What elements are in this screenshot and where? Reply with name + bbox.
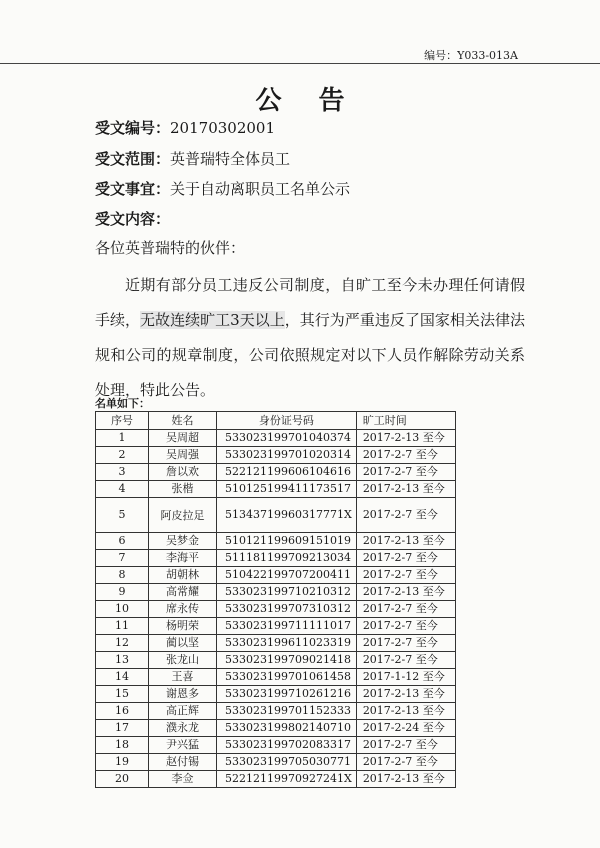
row-name: 谢恩多 xyxy=(149,686,217,703)
notice-paragraph xyxy=(95,268,525,408)
row-id-number: 533023199611023319 xyxy=(217,635,357,652)
table-row xyxy=(96,771,456,788)
row-number: 10 xyxy=(96,601,149,618)
row-name: 李海平 xyxy=(149,550,217,567)
table-row xyxy=(96,584,456,601)
row-number: 16 xyxy=(96,703,149,720)
row-name: 张龙山 xyxy=(149,652,217,669)
table-row xyxy=(96,464,456,481)
row-name: 濮永龙 xyxy=(149,720,217,737)
row-name: 赵付锡 xyxy=(149,754,217,771)
row-absence-date: 2017-2-7 至今 xyxy=(356,652,455,669)
row-number: 7 xyxy=(96,550,149,567)
header-rule xyxy=(0,63,600,64)
paragraph-part-1: 近期有部分员工违反公司制度，自旷工至今未办理任何请假手续， xyxy=(95,276,525,329)
row-absence-date: 2017-2-13 至今 xyxy=(356,771,455,788)
table-row xyxy=(96,737,456,754)
content-label: 受文内容： xyxy=(95,210,171,228)
row-number: 12 xyxy=(96,635,149,652)
row-number: 14 xyxy=(96,669,149,686)
subject-value: 关于自动离职员工名单公示 xyxy=(170,180,351,198)
row-number: 3 xyxy=(96,464,149,481)
employee-table xyxy=(95,411,456,788)
row-name: 吴梦金 xyxy=(149,533,217,550)
table-row xyxy=(96,703,456,720)
row-absence-date: 2017-2-7 至今 xyxy=(356,498,455,533)
row-absence-date: 2017-2-13 至今 xyxy=(356,703,455,720)
receipt-number-value: 20170302001 xyxy=(170,119,275,137)
row-id-number: 533023199702083317 xyxy=(217,737,357,754)
header-name: 姓名 xyxy=(149,412,217,430)
list-label: 名单如下： xyxy=(95,397,150,410)
table-row xyxy=(96,533,456,550)
table-row xyxy=(96,754,456,771)
receipt-number-field xyxy=(95,117,275,138)
row-name: 尹兴猛 xyxy=(149,737,217,754)
header-no: 序号 xyxy=(96,412,149,430)
row-id-number: 533023199701040374 xyxy=(217,430,357,447)
row-name: 高常耀 xyxy=(149,584,217,601)
table-row xyxy=(96,430,456,447)
row-id-number: 533023199701152333 xyxy=(217,703,357,720)
row-absence-date: 2017-2-13 至今 xyxy=(356,481,455,498)
header-id: 身份证号码 xyxy=(217,412,357,430)
scope-label: 受文范围： xyxy=(95,150,171,168)
row-id-number: 533023199707310312 xyxy=(217,601,357,618)
row-absence-date: 2017-2-13 至今 xyxy=(356,533,455,550)
table-row xyxy=(96,669,456,686)
row-number: 11 xyxy=(96,618,149,635)
row-id-number: 522121199606104616 xyxy=(217,464,357,481)
scope-field xyxy=(95,148,290,169)
notice-title: 公 告 xyxy=(255,86,359,116)
table-header-row xyxy=(96,412,456,430)
table-row xyxy=(96,635,456,652)
row-number: 20 xyxy=(96,771,149,788)
row-number: 15 xyxy=(96,686,149,703)
row-absence-date: 2017-2-7 至今 xyxy=(356,464,455,481)
row-name: 蔺以坚 xyxy=(149,635,217,652)
subject-label: 受文事宜： xyxy=(95,180,171,198)
row-name: 阿皮拉足 xyxy=(149,498,217,533)
row-name: 高正辉 xyxy=(149,703,217,720)
row-name: 吴周强 xyxy=(149,447,217,464)
row-id-number: 533023199701020314 xyxy=(217,447,357,464)
row-name: 张楷 xyxy=(149,481,217,498)
row-name: 李佥 xyxy=(149,771,217,788)
row-name: 席永传 xyxy=(149,601,217,618)
row-absence-date: 2017-2-13 至今 xyxy=(356,584,455,601)
row-absence-date: 2017-2-13 至今 xyxy=(356,430,455,447)
row-name: 杨明荣 xyxy=(149,618,217,635)
row-number: 18 xyxy=(96,737,149,754)
row-id-number: 510121199609151019 xyxy=(217,533,357,550)
receipt-number-label: 受文编号： xyxy=(95,119,171,137)
row-id-number: 510422199707200411 xyxy=(217,567,357,584)
scope-value: 英普瑞特全体员工 xyxy=(170,150,291,168)
row-number: 17 xyxy=(96,720,149,737)
paragraph-part-2: ，其行为严重违反了国家相关法律法规和公司的规章制度，公司依照规定对以下人员作解除劳动关系处理，特此公告。 xyxy=(95,311,525,399)
row-absence-date: 2017-2-7 至今 xyxy=(356,550,455,567)
table-row xyxy=(96,601,456,618)
row-absence-date: 2017-2-7 至今 xyxy=(356,601,455,618)
table-row xyxy=(96,447,456,464)
table-row xyxy=(96,550,456,567)
row-name: 王喜 xyxy=(149,669,217,686)
row-id-number: 533023199710261216 xyxy=(217,686,357,703)
table-row xyxy=(96,652,456,669)
row-id-number: 511181199709213034 xyxy=(217,550,357,567)
table-row xyxy=(96,618,456,635)
row-absence-date: 2017-2-7 至今 xyxy=(356,754,455,771)
paragraph-highlight: 无故连续旷工3天以上 xyxy=(140,311,285,329)
row-absence-date: 2017-2-7 至今 xyxy=(356,447,455,464)
header-date: 旷工时间 xyxy=(356,412,455,430)
row-name: 吴周超 xyxy=(149,430,217,447)
row-number: 19 xyxy=(96,754,149,771)
subject-field xyxy=(95,178,350,199)
row-name: 胡朝林 xyxy=(149,567,217,584)
row-number: 2 xyxy=(96,447,149,464)
document-number: 编号：Y033-013A xyxy=(424,49,518,62)
row-id-number: 533023199709021418 xyxy=(217,652,357,669)
row-absence-date: 2017-2-7 至今 xyxy=(356,635,455,652)
row-id-number: 510125199411173517 xyxy=(217,481,357,498)
row-number: 1 xyxy=(96,430,149,447)
row-absence-date: 2017-2-7 至今 xyxy=(356,567,455,584)
row-absence-date: 2017-2-7 至今 xyxy=(356,618,455,635)
row-id-number: 533023199701061458 xyxy=(217,669,357,686)
row-id-number: 533023199711111017 xyxy=(217,618,357,635)
row-id-number: 533023199705030771 xyxy=(217,754,357,771)
row-number: 6 xyxy=(96,533,149,550)
row-number: 8 xyxy=(96,567,149,584)
table-row xyxy=(96,498,456,533)
row-name: 詹以欢 xyxy=(149,464,217,481)
row-absence-date: 2017-2-7 至今 xyxy=(356,737,455,754)
row-absence-date: 2017-2-24 至今 xyxy=(356,720,455,737)
row-number: 13 xyxy=(96,652,149,669)
table-row xyxy=(96,481,456,498)
row-id-number: 533023199710210312 xyxy=(217,584,357,601)
row-absence-date: 2017-1-12 至今 xyxy=(356,669,455,686)
table-row xyxy=(96,567,456,584)
row-number: 9 xyxy=(96,584,149,601)
row-id-number: 52212119970927241X xyxy=(217,771,357,788)
row-id-number: 51343719960317771X xyxy=(217,498,357,533)
greeting: 各位英普瑞特的伙伴： xyxy=(95,239,246,257)
row-id-number: 533023199802140710 xyxy=(217,720,357,737)
table-row xyxy=(96,686,456,703)
content-field xyxy=(95,208,170,229)
table-row xyxy=(96,720,456,737)
row-number: 5 xyxy=(96,498,149,533)
row-absence-date: 2017-2-13 至今 xyxy=(356,686,455,703)
row-number: 4 xyxy=(96,481,149,498)
